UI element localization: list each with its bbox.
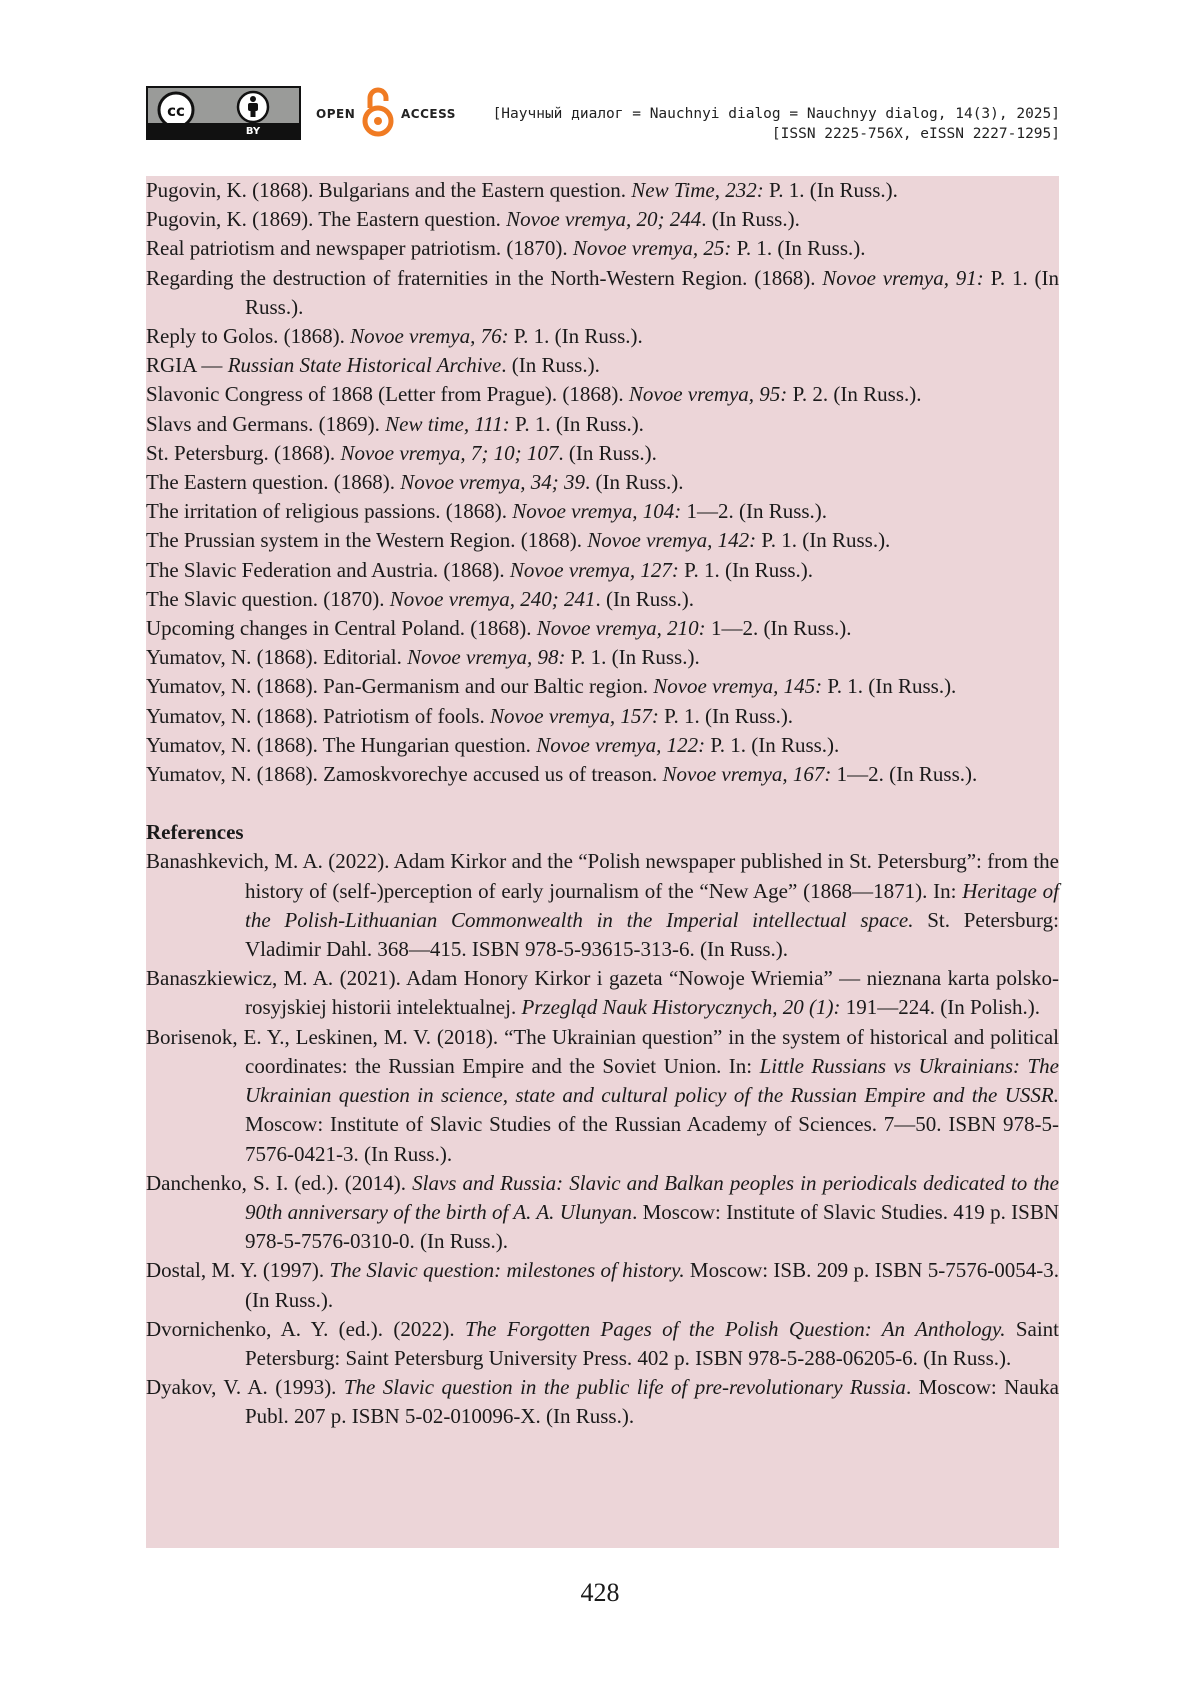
- open-access-word-access: ACCESS: [401, 107, 456, 121]
- entry-text: Yumatov, N. (1868). Pan-Germanism and our Baltic region.: [146, 674, 654, 699]
- entry-text: Yumatov, N. (1868). Zamoskvorechye accused us of treason.: [146, 762, 663, 787]
- entry-italic-title: The Slavic question in the public life of pre-revolutionary Russia: [343, 1375, 906, 1400]
- entry-text: Upcoming changes in Central Poland. (1868).: [146, 616, 537, 641]
- bibliography-entry: [146, 264, 1059, 322]
- entry-text: Regarding the destruction of fraternities in the North-Western Region. (1868).: [146, 265, 823, 290]
- open-access-word-open: OPEN: [316, 107, 356, 121]
- entry-text: P. 1. (In Russ.).: [756, 528, 891, 553]
- license-by-label: BY: [245, 126, 261, 137]
- entry-italic-title: Novoe vremya, 104:: [512, 499, 682, 524]
- entry-italic-title: Novoe vremya, 7; 10; 107: [340, 440, 559, 465]
- bibliography-entry: [146, 585, 1059, 614]
- entry-text: Yumatov, N. (1868). The Hungarian question.: [146, 732, 537, 757]
- bibliography-entry: [146, 380, 1059, 409]
- bibliography-entry: [146, 176, 1059, 205]
- entry-text: P. 1. (In Russ.).: [508, 324, 643, 349]
- bibliography-entry: [146, 1373, 1059, 1431]
- bibliography-entry: [146, 556, 1059, 585]
- entry-italic-title: Novoe vremya, 210:: [536, 616, 706, 641]
- entry-italic-title: Russian State Historical Archive: [227, 353, 502, 378]
- entry-text: RGIA —: [146, 353, 228, 378]
- entry-text: Real patriotism and newspaper patriotism. (1870).: [146, 236, 573, 261]
- sources-list: [146, 176, 1059, 789]
- entry-italic-title: Novoe vremya, 167:: [662, 762, 832, 787]
- bibliography-entry: [146, 526, 1059, 555]
- entry-italic-title: Novoe vremya, 157:: [489, 703, 659, 728]
- entry-text: 1—2. (In Russ.).: [705, 616, 852, 641]
- entry-text: P. 1. (In Russ.).: [678, 557, 814, 582]
- bibliography-entry: [146, 468, 1059, 497]
- entry-text: Banaszkiewicz, M. A. (2021). Adam Honory Kirkor i gazeta “Nowoje Wriemia” — nieznana karta polsko-rosyjskiej historii intelektualnej.: [146, 966, 1059, 1020]
- entry-text: P. 1. (In Russ.).: [763, 178, 898, 202]
- attribution-person-icon: [236, 90, 270, 124]
- open-access-lock-icon: [361, 86, 395, 138]
- entry-text: P. 2. (In Russ.).: [787, 382, 922, 407]
- entry-italic-title: Slavs and Russia: Slavic and Balkan peoples in periodicals dedicated to the 90th anniversary of the birth of A. A. Ulunyan: [245, 1170, 1059, 1224]
- entry-text: . (In Russ.).: [701, 207, 800, 232]
- bibliography-entry: [146, 1169, 1059, 1257]
- entry-text: Saint Petersburg: Saint Petersburg University Press. 402 p. ISBN 978-5-288-06205-6. (In Russ.).: [245, 1316, 1059, 1370]
- entry-text: P. 1. (In Russ.).: [731, 236, 866, 261]
- references-heading: References: [146, 820, 244, 845]
- entry-text: The Slavic question. (1870).: [146, 586, 390, 611]
- entry-text: Pugovin, K. (1868). Bulgarians and the Eastern question.: [146, 178, 632, 202]
- entry-italic-title: Little Russians vs Ukrainians: The Ukrainian question in science, state and cultural policy of the Russian Empire and the USSR.: [245, 1053, 1059, 1108]
- entry-italic-title: Novoe vremya, 25:: [572, 236, 732, 261]
- entry-text: . (In Russ.).: [501, 353, 600, 378]
- entry-italic-title: New Time, 232:: [631, 178, 764, 202]
- entry-text: Borisenok, E. Y., Leskinen, M. V. (2018). “The Ukrainian question” in the system of historical and political coordinates: the Russian Empire and the Soviet Union. In:: [146, 1024, 1059, 1078]
- bibliography-entry: [146, 702, 1059, 731]
- entry-text: St. Petersburg. (1868).: [146, 440, 341, 465]
- bibliography-entry: [146, 205, 1059, 234]
- cc-by-license-badge: [146, 86, 301, 140]
- entry-text: The Prussian system in the Western Region. (1868).: [146, 528, 588, 553]
- entry-text: Dvornichenko, A. Y. (ed.). (2022).: [146, 1316, 465, 1341]
- entry-text: P. 1. (In Russ.).: [509, 411, 644, 436]
- entry-text: The Slavic Federation and Austria. (1868).: [146, 557, 510, 582]
- entry-italic-title: Novoe vremya, 122:: [536, 732, 706, 757]
- bibliography-entry: [146, 731, 1059, 760]
- entry-text: 191—224. (In Polish.).: [840, 995, 1040, 1020]
- entry-text: 1—2. (In Russ.).: [831, 762, 978, 787]
- entry-italic-title: Novoe vremya, 34; 39: [400, 470, 585, 495]
- journal-citation: [Научный диалог = Nauchnyi dialog = Nauchnyy dialog, 14(3), 2025]: [492, 106, 1060, 122]
- entry-text: . Moscow: Nauka Publ. 207 p. ISBN 5-02-010096-X. (In Russ.).: [245, 1375, 1059, 1429]
- entry-italic-title: New time, 111:: [385, 411, 510, 436]
- entry-text: Dostal, M. Y. (1997).: [146, 1258, 330, 1283]
- entry-italic-title: The Slavic question: milestones of history.: [329, 1258, 685, 1283]
- entry-text: . (In Russ.).: [558, 440, 657, 465]
- entry-italic-title: Novoe vremya, 142:: [587, 528, 757, 553]
- bibliography-entry: [146, 439, 1059, 468]
- entry-italic-title: Novoe vremya, 95:: [628, 382, 788, 407]
- journal-issn: [ISSN 2225-756X, eISSN 2227-1295]: [771, 126, 1060, 142]
- entry-italic-title: Novoe vremya, 20; 244: [506, 207, 702, 232]
- entry-text: . (In Russ.).: [595, 586, 695, 611]
- entry-text: P. 1. (In Russ.).: [822, 674, 957, 699]
- bibliography-entry: [146, 643, 1059, 672]
- entry-text: Pugovin, K. (1869). The Eastern question.: [146, 207, 507, 232]
- entry-text: Moscow: Institute of Slavic Studies of the Russian Academy of Sciences. 7—50. ISBN 978-5-7576-0421-3. (In Russ.).: [245, 1112, 1059, 1166]
- entry-text: Slavs and Germans. (1869).: [146, 411, 386, 436]
- page-number: 428: [580, 1578, 620, 1607]
- entry-text: Banashkevich, M. A. (2022). Adam Kirkor and the “Polish newspaper published in St. Petersburg”: from the history of (self-)perception of early journalism of the “New Age” (1868—1871). In:: [146, 849, 1059, 903]
- svg-text:cc: cc: [167, 102, 185, 120]
- entry-text: The Eastern question. (1868).: [146, 470, 401, 495]
- journal-header: [493, 104, 1060, 144]
- entry-italic-title: The Forgotten Pages of the Polish Question: An Anthology.: [464, 1316, 1006, 1341]
- open-access-logo: [316, 86, 456, 138]
- entry-italic-title: Novoe vremya, 98:: [407, 645, 566, 670]
- bibliography-entry: [146, 351, 1059, 380]
- bibliography-entry: [146, 964, 1059, 1022]
- bibliography-entry: [146, 1256, 1059, 1314]
- entry-text: . (In Russ.).: [584, 470, 684, 495]
- entry-text: P. 1. (In Russ.).: [658, 703, 794, 728]
- entry-text: The irritation of religious passions. (1868).: [146, 499, 513, 524]
- entry-italic-title: Novoe vremya, 91:: [822, 265, 984, 290]
- entry-text: St. Petersburg: Vladimir Dahl. 368—415. ISBN 978-5-93615-313-6. (In Russ.).: [245, 907, 1059, 962]
- references-list: [146, 847, 1059, 1431]
- entry-text: P. 1. (In Russ.).: [705, 732, 840, 757]
- entry-text: Danchenko, S. I. (ed.). (2014).: [146, 1170, 413, 1195]
- entry-text: Yumatov, N. (1868). Editorial.: [146, 645, 408, 670]
- bibliography-entry: [146, 410, 1059, 439]
- entry-italic-title: Przegląd Nauk Historycznych, 20 (1):: [521, 995, 841, 1020]
- entry-italic-title: Novoe vremya, 127:: [509, 557, 679, 582]
- bibliography-entry: [146, 322, 1059, 351]
- entry-text: Slavonic Congress of 1868 (Letter from Prague). (1868).: [146, 382, 629, 407]
- bibliography-entry: [146, 1023, 1059, 1169]
- bibliography-entry: [146, 614, 1059, 643]
- entry-italic-title: Novoe vremya, 145:: [653, 674, 823, 699]
- entry-text: P. 1. (In Russ.).: [565, 645, 700, 670]
- entry-text: P. 1. (In Russ.).: [245, 265, 1060, 319]
- entry-text: . Moscow: Institute of Slavic Studies. 419 p. ISBN 978-5-7576-0310-0. (In Russ.).: [245, 1199, 1059, 1254]
- entry-italic-title: Novoe vremya, 76:: [350, 324, 509, 349]
- entry-text: Dyakov, V. A. (1993).: [146, 1375, 344, 1400]
- bibliography-entry: [146, 1315, 1059, 1373]
- entry-italic-title: Novoe vremya, 240; 241: [389, 586, 596, 611]
- entry-text: Yumatov, N. (1868). Patriotism of fools.: [146, 703, 490, 728]
- entry-italic-title: Heritage of the Polish-Lithuanian Commonwealth in the Imperial intellectual space.: [245, 878, 1059, 932]
- entry-text: Moscow: ISB. 209 p. ISBN 5-7576-0054-3. (In Russ.).: [245, 1258, 1060, 1312]
- bibliography-entry: [146, 234, 1059, 263]
- entry-text: Reply to Golos. (1868).: [146, 324, 351, 349]
- bibliography-entry: [146, 760, 1059, 789]
- bibliography-entry: [146, 847, 1059, 964]
- entry-text: 1—2. (In Russ.).: [681, 499, 828, 524]
- bibliography-section: [146, 176, 1059, 1548]
- bibliography-entry: [146, 672, 1059, 701]
- bibliography-entry: [146, 497, 1059, 526]
